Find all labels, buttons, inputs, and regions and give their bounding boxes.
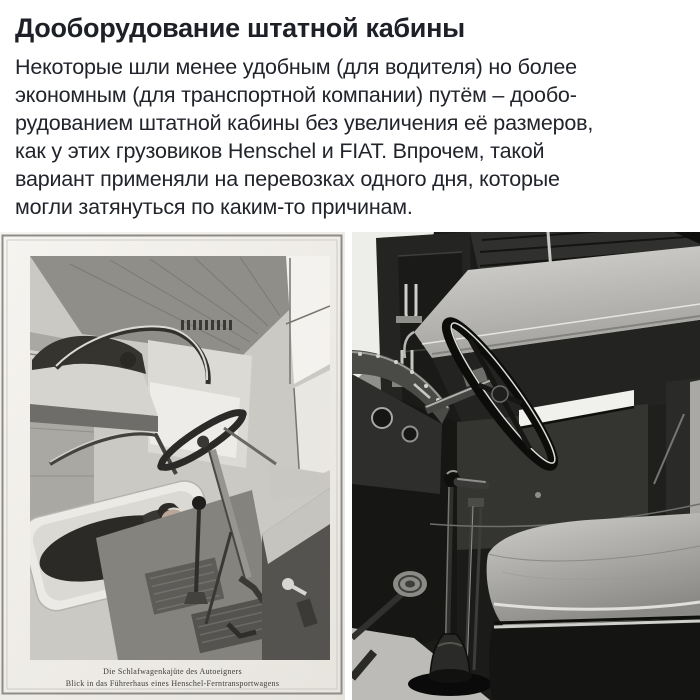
text-line: экономным (для транспортной компании) путём – дообо-: [15, 83, 577, 108]
post-text: [15, 53, 684, 221]
photo-fiat-cab: [352, 232, 700, 700]
post-header: [0, 0, 700, 221]
photo-caption: [0, 666, 345, 690]
photos-row: [0, 232, 700, 700]
photo-caption-line1: Die Schlafwagenkajüte des Autoeigners: [103, 667, 242, 676]
text-line: рудованием штатной кабины без увеличения её размеров,: [15, 111, 594, 136]
text-line: Некоторые шли менее удобным (для водителя) но более: [15, 55, 577, 80]
fiat-photo-illustration: [352, 232, 700, 700]
text-line: могли затянуться по каким-то причинам.: [15, 195, 413, 220]
text-line: как у этих грузовиков Henschel и FIAT. Впрочем, такой: [15, 139, 545, 164]
photo-caption-line2: Blick in das Führerhaus eines Henschel-Ferntransportwagens: [65, 679, 280, 688]
henschel-photo-illustration: [0, 232, 345, 700]
post-title: Дооборудование штатной кабины: [15, 13, 465, 43]
photo-henschel-cab: [0, 232, 345, 700]
text-line: вариант применяли на перевозках одного дня, которые: [15, 167, 560, 192]
